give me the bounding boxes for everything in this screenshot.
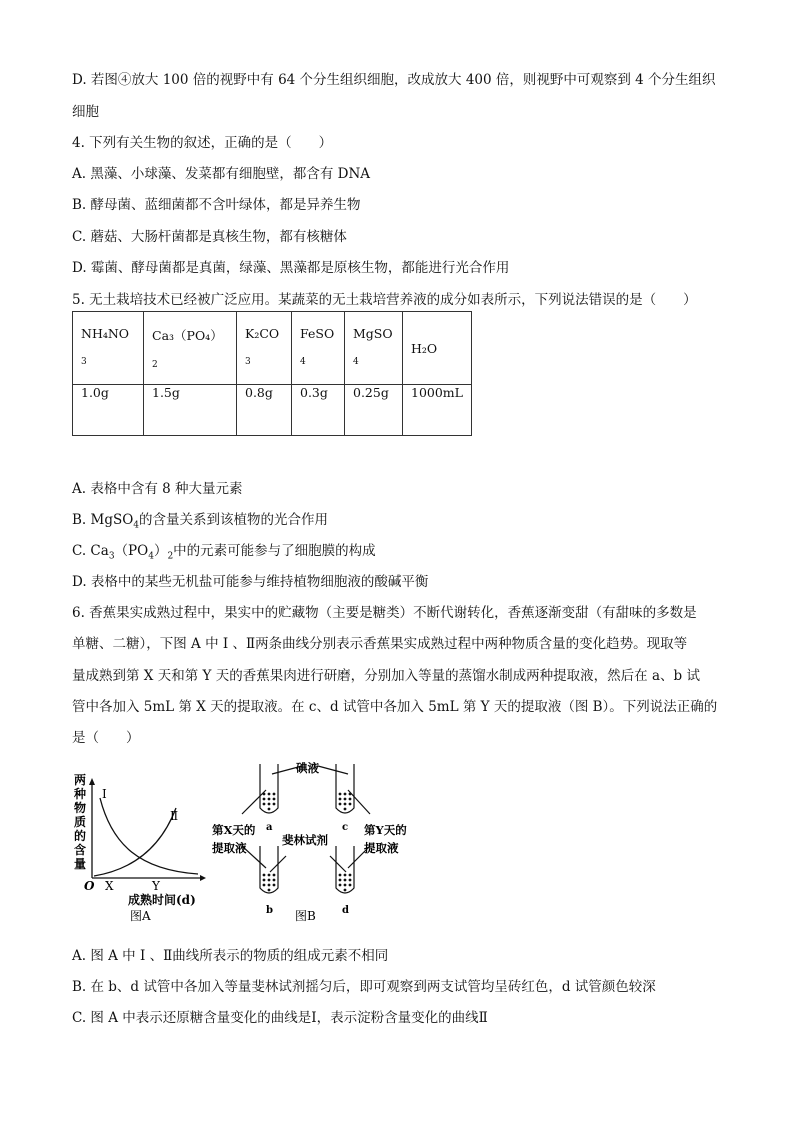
figure-b [210, 760, 425, 925]
q4-option-a: A. 黑藻、小球藻、发菜都有细胞壁，都含有 DNA [72, 166, 371, 182]
y-axis-label-char-6: 含 [74, 843, 87, 857]
table-cell: 0.8g [237, 385, 292, 436]
q4-option-d: D. 霉菌、酵母菌都是真菌，绿藻、黑藻都是原核生物，都能进行光合作用 [72, 260, 510, 276]
y-extract-label-2: 提取液 [364, 841, 399, 855]
q4-option-b: B. 酵母菌、蓝细菌都不含叶绿体，都是异养生物 [72, 197, 361, 213]
tube-d-label: d [342, 905, 349, 916]
y-axis-label-char-3: 物 [74, 801, 87, 815]
q6-option-a: A. 图 A 中 Ⅰ 、Ⅱ曲线所表示的物质的组成元素不相同 [72, 948, 389, 964]
liquid-dots-d [339, 874, 352, 892]
x-axis-arrow [200, 875, 206, 881]
x-mark-label: X [105, 879, 114, 893]
table-header-cell: Ca₃（PO₄） 2 [144, 312, 237, 385]
table-cell: 1.5g [144, 385, 237, 436]
q3-option-d-line1: D. 若图④放大 100 倍的视野中有 64 个分生组织细胞，改成放大 400 倍，则视野中可观察到 4 个分生组织 [72, 72, 716, 88]
liquid-dots-b [263, 874, 276, 892]
y-axis-label-char-5: 的 [74, 829, 87, 843]
table-header-cell: H₂O [403, 312, 472, 385]
y-extract-label-1: 第Y天的 [364, 823, 407, 837]
iodine-line-right [318, 766, 348, 774]
table-cell: 0.25g [345, 385, 403, 436]
q6-option-b: B. 在 b、d 试管中各加入等量斐林试剂摇匀后，即可观察到两支试管均呈砖红色，d 试管颜色较深 [72, 979, 656, 995]
q5-option-d: D. 表格中的某些无机盐可能参与维持植物细胞液的酸碱平衡 [72, 574, 429, 590]
origin-label: O [84, 879, 95, 893]
y-axis-label-char-1: 两 [74, 773, 87, 787]
curve-i [100, 798, 198, 874]
table-header-cell: FeSO 4 [292, 312, 345, 385]
y-axis-label [73, 772, 90, 871]
tube-c-label: c [342, 822, 349, 833]
tube-b-label: b [266, 905, 273, 916]
y-axis-label-char-2: 种 [74, 787, 87, 801]
liquid-dots-a [263, 793, 276, 811]
table-header-cell: K₂CO 3 [237, 312, 292, 385]
x-axis-label: 成熟时间(d) [128, 893, 196, 907]
q3-option-d-line2: 细胞 [72, 104, 99, 120]
table-cell: 1.0g [73, 385, 144, 436]
q6-stem-line4: 管中各加入 5mL 第 X 天的提取液。在 c、d 试管中各加入 5mL 第 Y 天的提取液（图 B）。下列说法正确的 [72, 699, 718, 715]
y-axis-label-char-7: 量 [74, 857, 87, 871]
q4-stem: 4. 下列有关生物的叙述，正确的是（ ） [72, 135, 333, 151]
iodine-label: 碘液 [296, 761, 319, 775]
y-mark-label: Y [152, 879, 160, 893]
q5-option-c: C. $Ca_3(PO_4)_2$中的元素可能参与了细胞膜的构成 [72, 543, 376, 562]
q6-stem-line3: 量成熟到第 X 天和第 Y 天的香蕉果肉进行研磨，分别加入等量的蒸馏水制成两种提取液，然后在 a、b 试 [72, 668, 700, 684]
table-row [73, 385, 472, 436]
q5-option-b: B. MgSO$_4$的含量关系到该植物的光合作用 [72, 512, 329, 531]
table-cell: 0.3g [292, 385, 345, 436]
figure-a-caption: 图A [130, 909, 151, 923]
q6-option-c: C. 图 A 中表示还原糖含量变化的曲线是Ⅰ，表示淀粉含量变化的曲线Ⅱ [72, 1010, 488, 1026]
q6-stem-line5: 是（ ） [72, 730, 140, 746]
table-header-cell: MgSO 4 [345, 312, 403, 385]
x-extract-label-1: 第X天的 [212, 823, 256, 837]
q5-option-a: A. 表格中含有 8 种大量元素 [72, 481, 243, 497]
test-tube-a [260, 764, 278, 813]
curve-ii-label: Ⅱ [170, 809, 179, 823]
x-extract-label-2: 提取液 [212, 841, 247, 855]
table-cell: 1000mL [403, 385, 472, 436]
curve-i-label: Ⅰ [102, 787, 107, 801]
q4-option-c: C. 蘑菇、大肠杆菌都是真核生物，都有核糖体 [72, 229, 347, 245]
table-header-row [73, 312, 472, 385]
q6-stem-line2: 单糖、二糖），下图 A 中 Ⅰ 、Ⅱ两条曲线分别表示香蕉果实成熟过程中两种物质含量的变化趋势。现取等 [72, 636, 688, 652]
tube-a-label: a [266, 822, 273, 833]
table-header-cell: NH₄NO 3 [73, 312, 144, 385]
liquid-dots-c [339, 793, 352, 811]
q6-stem-line1: 6. 香蕉果实成熟过程中，果实中的贮藏物（主要是糖类）不断代谢转化，香蕉逐渐变甜（有甜味的多数是 [72, 605, 697, 621]
y-axis-label-char-4: 质 [74, 815, 87, 829]
q5-stem: 5. 无土栽培技术已经被广泛应用。某蔬菜的无土栽培营养液的成分如表所示，下列说法错误的是（ ） [72, 292, 697, 308]
figure-a [70, 760, 210, 925]
figure-b-caption: 图B [295, 909, 316, 923]
fehling-label: 斐林试剂 [282, 833, 328, 847]
fehling-line-right [330, 856, 346, 872]
nutrient-table [72, 311, 472, 436]
